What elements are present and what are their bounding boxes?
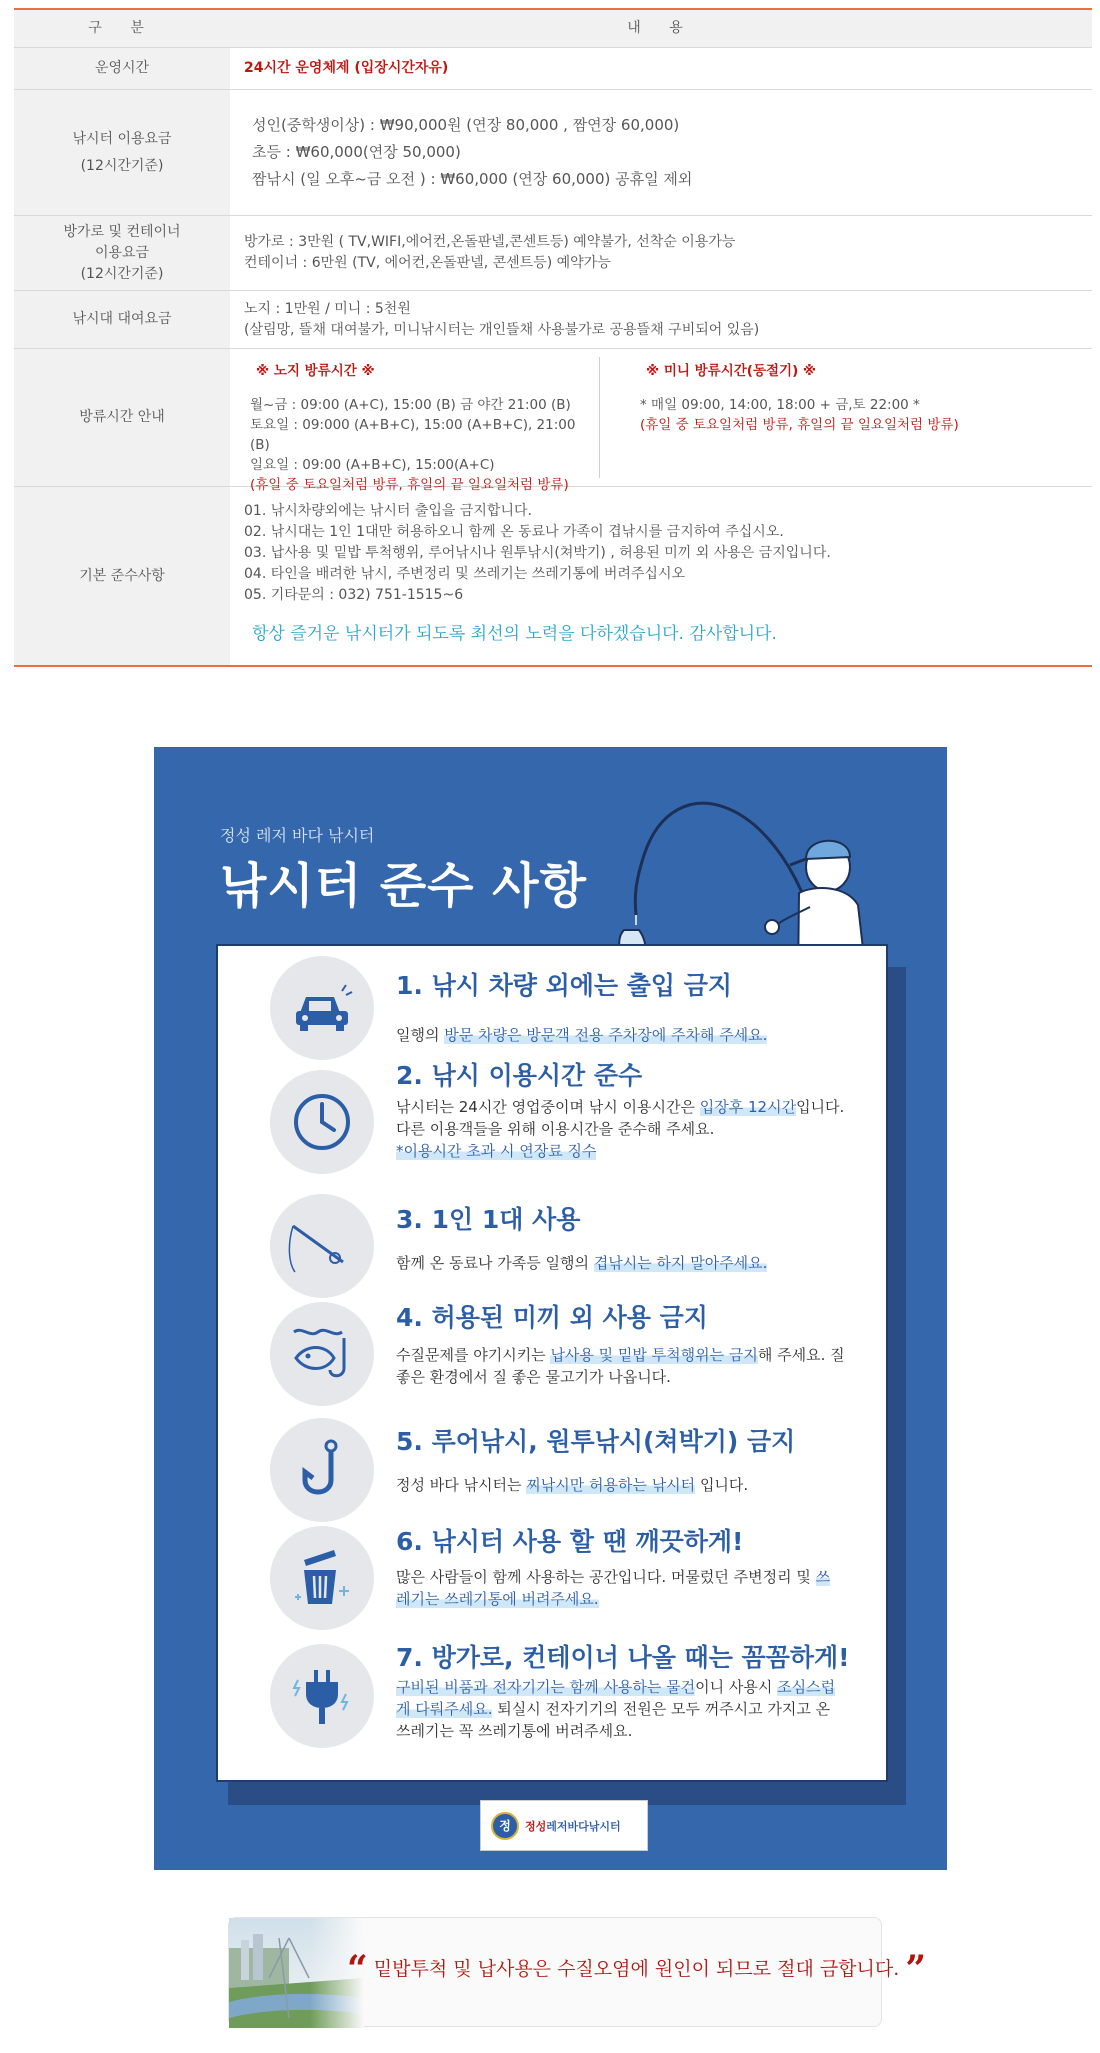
mini-release: [600, 349, 959, 486]
rule-7-desc-2: 퇴실시 전자기기의 전원은 모두 꺼주시고 가지고 온 쓰레기는 꼭 쓰레기통에 버려주세요.: [396, 1700, 831, 1740]
table-row-room: [14, 216, 1092, 291]
rule-6-title: 6. 낚시터 사용 할 땐 깨끗하게!: [396, 1527, 744, 1556]
rule-item: 01. 낚시차량외에는 낚시터 출입을 금지합니다.: [244, 503, 532, 519]
power-plug-icon: [270, 1644, 374, 1748]
fee-label-basis: (12시간기준): [80, 157, 164, 174]
room-label: 방가로 및 컨테이너: [63, 223, 181, 240]
waterfront-illustration: [229, 1918, 364, 2028]
table-row-rent: [14, 291, 1092, 349]
rule-2-highlight: 입장후 12시간: [699, 1098, 797, 1116]
room-label-2: 이용요금: [94, 244, 150, 261]
outdoor-weekday: 월~금 : 09:00 (A+C), 15:00 (B) 금 야간 21:00 (B): [250, 397, 571, 413]
room-label-basis: (12시간기준): [80, 265, 164, 282]
rule-5-desc-2: 입니다.: [695, 1476, 749, 1494]
table-row-hours: [14, 48, 1092, 90]
fee-label: 낚시터 이용요금: [72, 130, 172, 147]
rule-item-contact: 05. 기타문의 : 032) 751-1515~6: [244, 587, 464, 603]
rule-1-highlight: 방문 차량은 방문객 전용 주차장에 주차해 주세요.: [444, 1026, 768, 1044]
rule-2-desc: 낚시터는 24시간 영업중이며 낚시 이용시간은: [396, 1098, 700, 1116]
rule-2-extension-note: *이용시간 초과 시 연장료 징수: [396, 1142, 597, 1160]
mini-release-title: ※ 미니 방류시간(동절기) ※: [646, 363, 817, 379]
rule-4-highlight: 납사용 및 밑밥 투척행위는 금지: [550, 1346, 758, 1364]
trash-bin-icon: [270, 1526, 374, 1630]
fee-adult: 성인(중학생이상) : ₩90,000원 (연장 80,000 , 짬연장 60,000): [252, 116, 680, 134]
rule-4-desc-2: 해 주세요. 질 좋은 환경에서 질 좋은 물고기가 나옵니다.: [396, 1346, 845, 1386]
rule-7-highlight: 구비된 비품과 전자기기는 함께 사용하는 물건: [396, 1678, 696, 1696]
rule-4-desc: 수질문제를 야기시키는: [396, 1346, 551, 1364]
table-row-fee: [14, 90, 1092, 216]
rule-3-highlight: 겹낚시는 하지 말아주세요.: [593, 1254, 768, 1272]
rent-price: 노지 : 1만원 / 미니 : 5천원: [244, 300, 411, 317]
logo-name: 레저바다낚시터: [546, 1819, 621, 1833]
rule-4-title: 4. 허용된 미끼 외 사용 금지: [396, 1303, 708, 1332]
rent-note: (살림망, 뜰채 대여불가, 미니낚시터는 개인뜰채 사용불가로 공용뜰채 구비되어 있음): [244, 321, 760, 338]
table-row-release: [14, 349, 1092, 493]
release-label: 방류시간 안내: [14, 349, 230, 486]
fee-child: 초등 : ₩60,000(연장 50,000): [252, 143, 461, 161]
header-category: 구 분: [14, 10, 230, 47]
rule-1-desc: 일행의: [396, 1026, 445, 1044]
poster-title: 낚시터 준수 사항: [220, 858, 587, 914]
close-quote: ”: [905, 1948, 927, 1990]
table-header-row: [14, 10, 1092, 48]
rule-5-title: 5. 루어낚시, 원투낚시(쳐박기) 금지: [396, 1427, 796, 1456]
mini-release-times: * 매일 09:00, 14:00, 18:00 + 금,토 22:00 *: [640, 397, 920, 413]
thanks-message: 항상 즐거운 낚시터가 되도록 최선의 노력을 다하겠습니다. 감사합니다.: [252, 624, 777, 644]
poster-subtitle: 정성 레저 바다 낚시터: [220, 826, 375, 845]
rule-5-desc: 정성 바다 낚시터는: [396, 1476, 527, 1494]
table-row-rules: [14, 487, 1092, 665]
rule-7-highlight-2: 조심스럽게 다뤄주세요.: [396, 1678, 836, 1718]
clock-icon: [270, 1070, 374, 1174]
outdoor-holiday-note: (휴일 중 토요일처럼 방류, 휴일의 끝 일요일처럼 방류): [250, 477, 569, 493]
fish-hook-icon: [270, 1302, 374, 1406]
room-container: 컨테이너 : 6만원 (TV, 에어컨,온돌판넬, 콘센트등) 예약가능: [244, 255, 611, 271]
rules-label: 기본 준수사항: [14, 487, 230, 665]
rent-label: 낚시대 대여요금: [14, 291, 230, 348]
car-icon: [270, 956, 374, 1060]
hours-value: 24시간 운영체제 (입장시간자유): [244, 60, 449, 76]
rule-6-desc: 많은 사람들이 함께 사용하는 공간입니다. 머물렀던 주변정리 및: [396, 1568, 816, 1586]
fee-short: 짬낚시 (일 오후~금 오전 ) : ₩60,000 (연장 60,000) 공휴일 제외: [252, 170, 693, 188]
hours-label: 운영시간: [14, 48, 230, 89]
rule-7-desc: 이니 사용시: [695, 1678, 778, 1696]
header-content: 내 용: [230, 10, 1092, 47]
mini-holiday-note: (휴일 중 토요일처럼 방류, 휴일의 끝 일요일처럼 방류): [640, 417, 959, 433]
rule-2-title: 2. 낚시 이용시간 준수: [396, 1061, 643, 1090]
rule-7-title: 7. 방가로, 컨테이너 나올 때는 꼼꼼하게!: [396, 1643, 850, 1672]
rule-item: 04. 타인을 배려한 낚시, 주변정리 및 쓰레기는 쓰레기통에 버려주십시오: [244, 566, 685, 582]
hook-icon: [270, 1418, 374, 1522]
rule-5-highlight: 찌낚시만 허용하는 낚시터: [526, 1476, 696, 1494]
rule-3-title: 3. 1인 1대 사용: [396, 1205, 581, 1234]
fee-info-table: [14, 8, 1092, 667]
rules-poster: [154, 747, 947, 1870]
rule-item: 02. 낚시대는 1인 1대만 허용하오니 함께 온 동료나 가족이 겹낚시를 금지하여 주십시오.: [244, 524, 784, 540]
room-bungalow: 방가로 : 3만원 ( TV,WIFI,에어컨,온돌판넬,콘센트등) 예약불가, 선착순 이용가능: [244, 234, 736, 250]
rule-3-desc: 함께 온 동료나 가족등 일행의: [396, 1254, 594, 1272]
fishing-rod-icon: [270, 1194, 374, 1298]
rule-6-highlight: 쓰레기는 쓰레기통에 버려주세요.: [396, 1568, 831, 1608]
outdoor-release: [230, 357, 600, 493]
logo-name-highlight: 정성: [525, 1819, 547, 1833]
outdoor-release-title: ※ 노지 방류시간 ※: [256, 363, 375, 379]
rule-1-title: 1. 낚시 차량 외에는 출입 금지: [396, 971, 733, 1000]
rule-2-desc-2: 입니다. 다른 이용객들을 위해 이용시간을 준수해 주세요.: [396, 1098, 845, 1138]
pollution-warning-text: 밑밥투척 및 납사용은 수질오염에 원인이 되므로 절대 금합니다.: [373, 1958, 900, 1980]
brand-logo: [480, 1800, 648, 1851]
outdoor-sunday: 일요일 : 09:00 (A+B+C), 15:00(A+C): [250, 457, 495, 473]
rules-card: [216, 944, 888, 1782]
warning-banner: [228, 1917, 927, 2027]
logo-mark: 정: [491, 1812, 519, 1840]
rule-item: 03. 납사용 및 밑밥 투척행위, 루어낚시나 원투낚시(쳐박기) , 허용된 미끼 외 사용은 금지입니다.: [244, 545, 831, 561]
outdoor-saturday: 토요일 : 09:000 (A+B+C), 15:00 (A+B+C), 21:00 (B): [250, 417, 576, 453]
open-quote: “: [347, 1948, 368, 1990]
